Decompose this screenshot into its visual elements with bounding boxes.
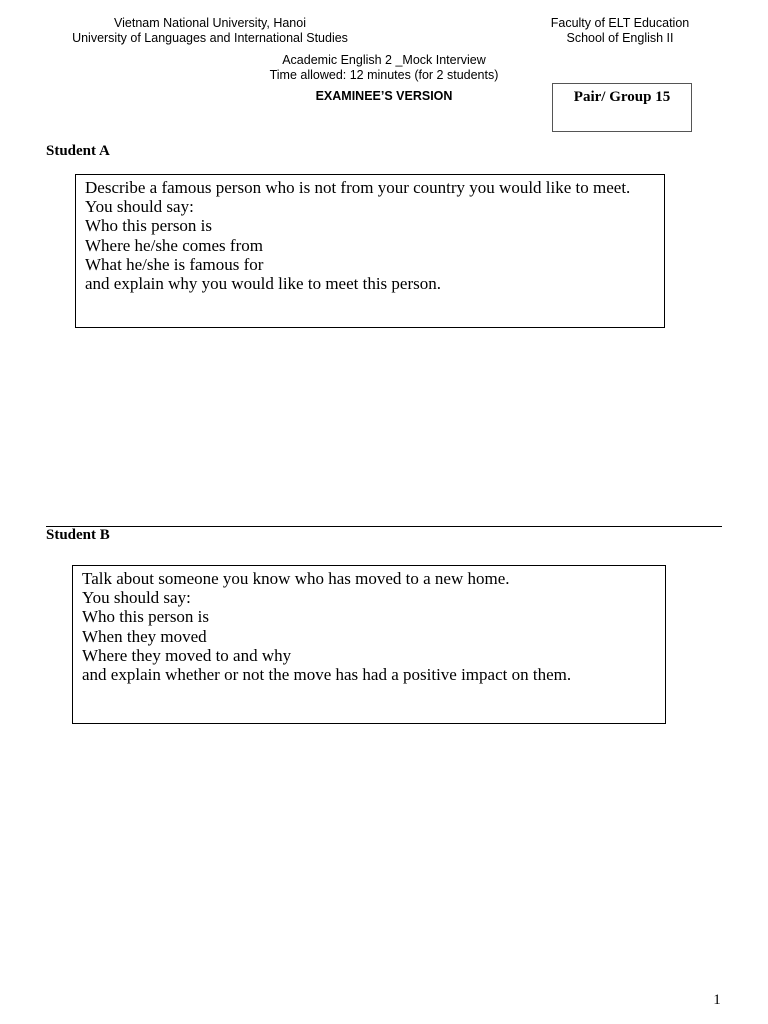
task-a-line: Describe a famous person who is not from your country you would like to meet.	[85, 178, 631, 197]
task-a-line: Where he/she comes from	[85, 235, 263, 255]
task-b-line: Who this person is	[82, 607, 210, 627]
student-a-label: Student A	[46, 143, 110, 159]
university-name: Vietnam National University, Hanoi	[114, 16, 306, 30]
time-allowed: Time allowed: 12 minutes (for 2 students)	[269, 67, 499, 82]
task-a-line: What he/she is famous for	[85, 254, 264, 274]
course-title: Academic English 2 _Mock Interview	[282, 53, 486, 67]
task-a-line: You should say:	[85, 197, 194, 217]
examinee-version: EXAMINEE’S VERSION	[315, 89, 453, 103]
task-b-line: You should say:	[82, 588, 191, 608]
task-b-line: Talk about someone you know who has moved to a new home.	[82, 569, 510, 588]
course-info	[234, 53, 534, 82]
task-a-line: and explain why you would like to meet this person.	[85, 274, 441, 294]
task-b-line: Where they moved to and why	[82, 645, 292, 665]
task-b-line: and explain whether or not the move has had a positive impact on them.	[82, 665, 572, 685]
page-number: 1	[713, 992, 721, 1008]
school-name: School of English II	[566, 30, 674, 45]
header-right	[530, 16, 710, 45]
section-divider	[46, 526, 722, 527]
university-school: University of Languages and International Studies	[72, 30, 348, 45]
student-b-task-card	[72, 565, 666, 724]
faculty-name: Faculty of ELT Education	[550, 16, 690, 30]
header-left	[55, 16, 365, 45]
student-a-task-card	[75, 174, 665, 328]
task-b-line: When they moved	[82, 626, 207, 646]
student-b-label: Student B	[46, 527, 110, 543]
pair-group-box: Pair/ Group 15	[552, 83, 692, 132]
task-a-line: Who this person is	[85, 216, 213, 236]
